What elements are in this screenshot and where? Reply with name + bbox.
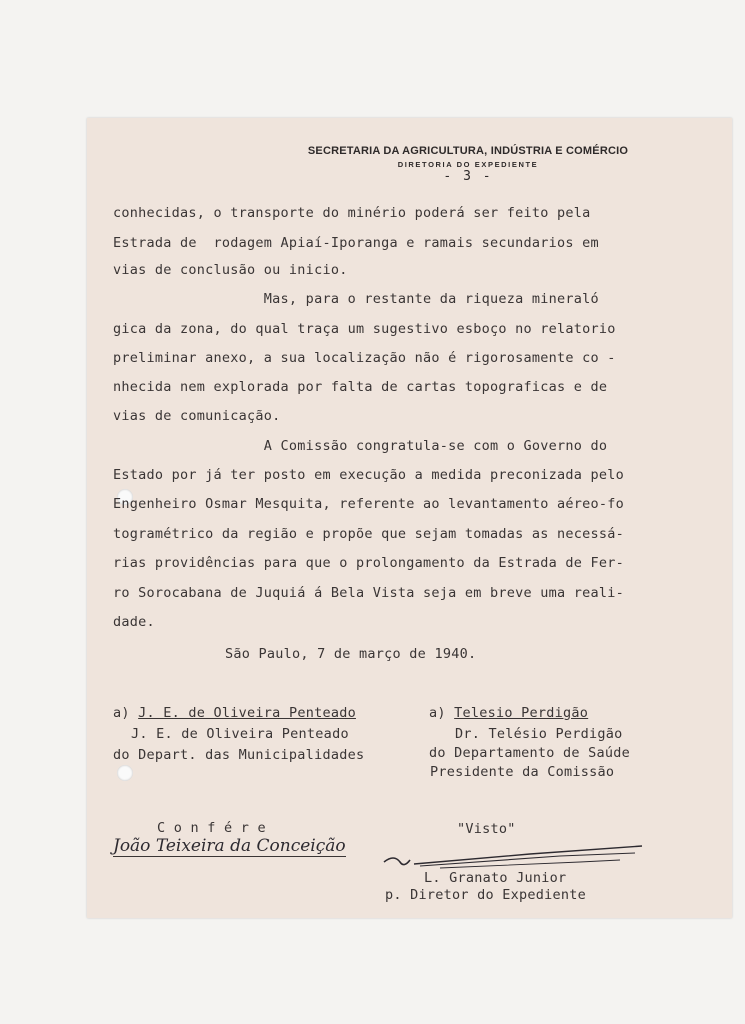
body-line: Engenheiro Osmar Mesquita, referente ao levantamento aéreo-fo bbox=[113, 496, 625, 512]
letterhead bbox=[303, 145, 633, 184]
signer-full-name: Dr. Telésio Perdigão bbox=[455, 726, 623, 742]
letterhead-org: SECRETARIA DA AGRICULTURA, INDÚSTRIA E COMÉRCIO bbox=[307, 145, 629, 157]
body-line: conhecidas, o transporte do minério poderá ser feito pela bbox=[113, 205, 591, 221]
letterhead-dept: DIRETORIA DO EXPEDIENTE bbox=[397, 160, 539, 169]
body-line: vias de conclusão ou inicio. bbox=[113, 262, 348, 278]
body-line: rias providências para que o prolongamento da Estrada de Fer- bbox=[113, 555, 625, 571]
page-number: - 3 - bbox=[443, 169, 493, 184]
footer-name: L. Granato Junior bbox=[424, 870, 567, 886]
signer-full-name: J. E. de Oliveira Penteado bbox=[131, 726, 349, 742]
body-line: gica da zona, do qual traça um sugestivo esboço no relatorio bbox=[113, 321, 616, 337]
signature-prefix: a) bbox=[429, 705, 455, 721]
signer-name: Telesio Perdigão bbox=[454, 705, 589, 721]
visto-label: "Visto" bbox=[457, 821, 516, 837]
date-line: São Paulo, 7 de março de 1940. bbox=[225, 646, 477, 662]
signer-department: do Depart. das Municipalidades bbox=[113, 747, 365, 763]
body-line: ro Sorocabana de Juquiá á Bela Vista seja em breve uma reali- bbox=[113, 585, 625, 601]
body-line: A Comissão congratula-se com o Governo do bbox=[113, 438, 608, 454]
footer-role: p. Diretor do Expediente bbox=[385, 887, 587, 903]
punch-hole bbox=[117, 765, 133, 781]
handwritten-signature: João Teixeira da Conceição bbox=[113, 836, 346, 856]
body-line: Mas, para o restante da riqueza mineraló bbox=[113, 291, 599, 307]
signer-name: J. E. de Oliveira Penteado bbox=[138, 705, 356, 721]
signer-department: do Departamento de Saúde bbox=[429, 745, 631, 761]
body-line: Estado por já ter posto em execução a medida preconizada pelo bbox=[113, 467, 625, 483]
scribble-signature-icon bbox=[380, 840, 650, 874]
body-line: togramétrico da região e propõe que sejam tomadas as necessá- bbox=[113, 526, 625, 542]
signer-role: Presidente da Comissão bbox=[430, 764, 615, 780]
body-line: vias de comunicação. bbox=[113, 408, 281, 424]
body-line: dade. bbox=[113, 614, 155, 630]
signature-prefix: a) bbox=[113, 705, 139, 721]
body-line: preliminar anexo, a sua localização não é rigorosamente co - bbox=[113, 350, 616, 366]
confere-label: C o n f é r e bbox=[157, 820, 266, 836]
body-line: Estrada de rodagem Apiaí-Iporanga e ramais secundarios em bbox=[113, 235, 599, 251]
body-line: nhecida nem explorada por falta de cartas topograficas e de bbox=[113, 379, 608, 395]
